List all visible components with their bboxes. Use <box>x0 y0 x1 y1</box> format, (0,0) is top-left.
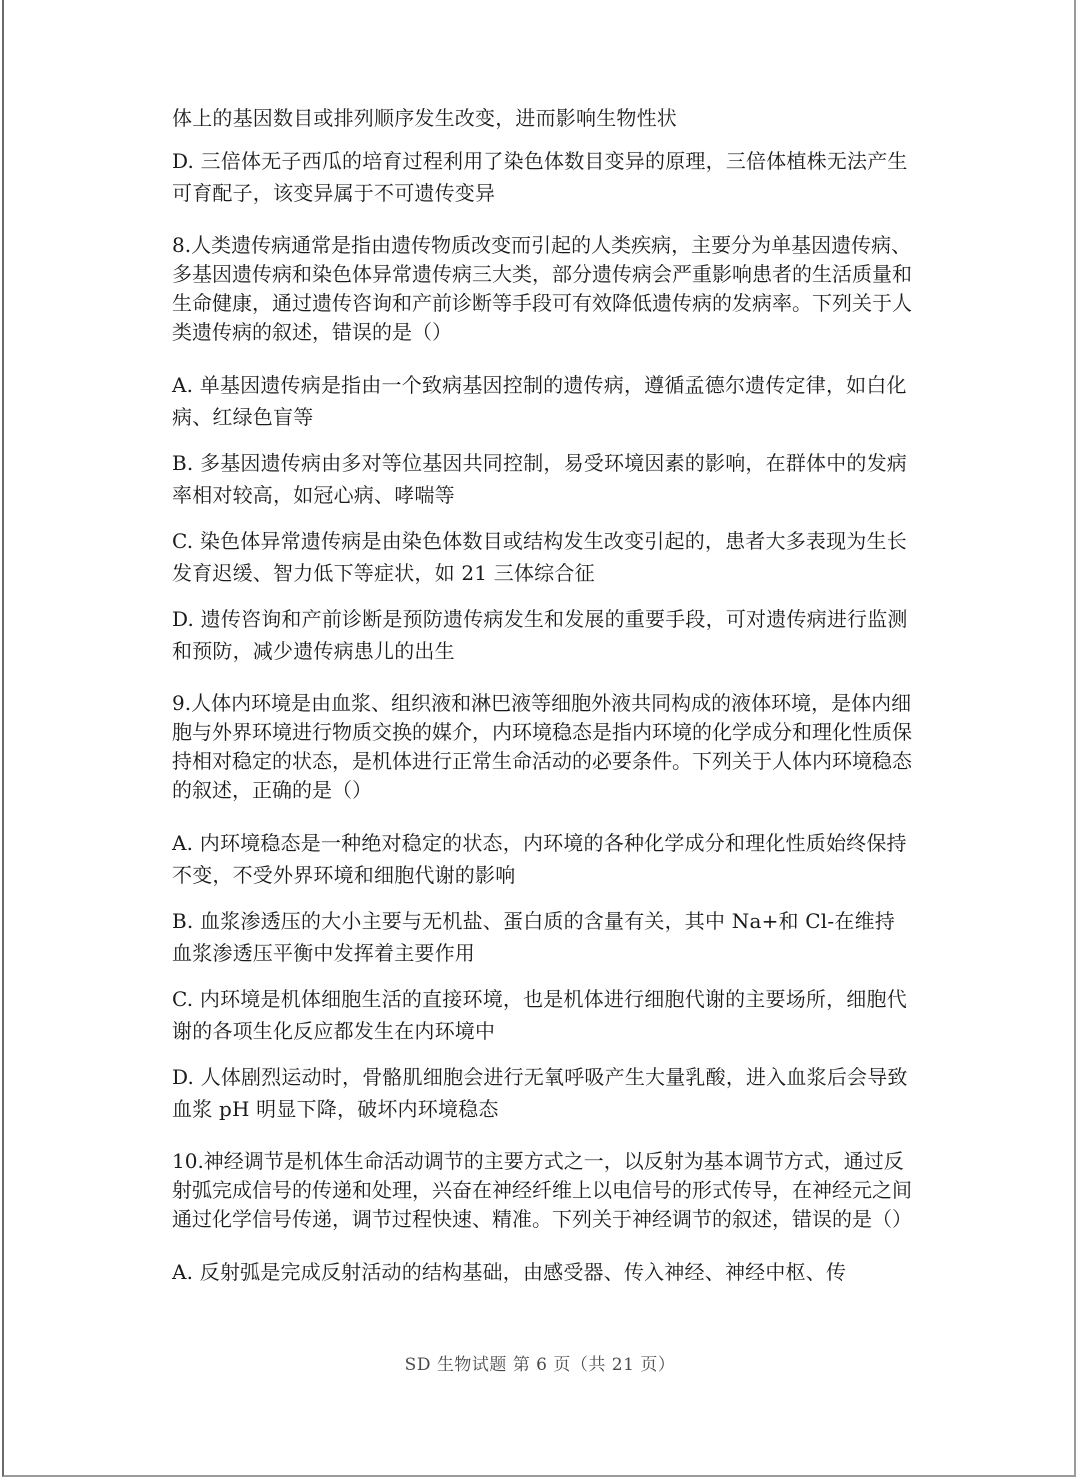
q8-option-d: D. 遗传咨询和产前诊断是预防遗传病发生和发展的重要手段，可对遗传病进行监测和预防，减少遗传病患儿的出生 <box>172 607 908 663</box>
q9-option-b: B. 血浆渗透压的大小主要与无机盐、蛋白质的含量有关，其中 Na+和 Cl-在维持血浆渗透压平衡中发挥着主要作用 <box>172 909 895 965</box>
document-body <box>172 102 912 1288</box>
question-10-stem: 10.神经调节是机体生命活动调节的主要方式之一，以反射为基本调节方式，通过反射弧完成信号的传递和处理，兴奋在神经纤维上以电信号的形式传导，在神经元之间通过化学信号传递，调节过程快速、精准。下列关于神经调节的叙述，错误的是（） <box>172 1149 912 1231</box>
q8-option-a: A. 单基因遗传病是指由一个致病基因控制的遗传病，遵循孟德尔遗传定律，如白化病、红绿色盲等 <box>172 373 907 429</box>
q8-option-c: C. 染色体异常遗传病是由染色体数目或结构发生改变引起的，患者大多表现为生长发育迟缓、智力低下等症状，如 21 三体综合征 <box>172 529 907 585</box>
q10-option-a: A. 反射弧是完成反射活动的结构基础，由感受器、传入神经、神经中枢、传 <box>172 1260 847 1284</box>
q7-option-d: D. 三倍体无子西瓜的培育过程利用了染色体数目变异的原理，三倍体植株无法产生可育配子，该变异属于不可遗传变异 <box>172 149 908 205</box>
q9-option-d: D. 人体剧烈运动时，骨骼肌细胞会进行无氧呼吸产生大量乳酸，进入血浆后会导致血浆 pH 明显下降，破坏内环境稳态 <box>172 1065 908 1121</box>
question-8-stem: 8.人类遗传病通常是指由遗传物质改变而引起的人类疾病，主要分为单基因遗传病、多基因遗传病和染色体异常遗传病三大类，部分遗传病会严重影响患者的生活质量和生命健康，通过遗传咨询和产前诊断等手段可有效降低遗传病的发病率。下列关于人类遗传病的叙述，错误的是（） <box>172 233 912 344</box>
q9-option-c: C. 内环境是机体细胞生活的直接环境，也是机体进行细胞代谢的主要场所，细胞代谢的各项生化反应都发生在内环境中 <box>172 987 907 1043</box>
question-9-stem: 9.人体内环境是由血浆、组织液和淋巴液等细胞外液共同构成的液体环境，是体内细胞与外界环境进行物质交换的媒介，内环境稳态是指内环境的化学成分和理化性质保持相对稳定的状态，是机体进行正常生命活动的必要条件。下列关于人体内环境稳态的叙述，正确的是（） <box>172 691 912 802</box>
paragraph-continuation: 体上的基因数目或排列顺序发生改变，进而影响生物性状 <box>172 106 677 130</box>
q8-option-b: B. 多基因遗传病由多对等位基因共同控制，易受环境因素的影响，在群体中的发病率相对较高，如冠心病、哮喘等 <box>172 451 908 507</box>
page-footer: SD 生物试题 第 6 页（共 21 页） <box>404 1355 676 1375</box>
q9-option-a: A. 内环境稳态是一种绝对稳定的状态，内环境的各种化学成分和理化性质始终保持不变，不受外界环境和细胞代谢的影响 <box>172 831 907 887</box>
